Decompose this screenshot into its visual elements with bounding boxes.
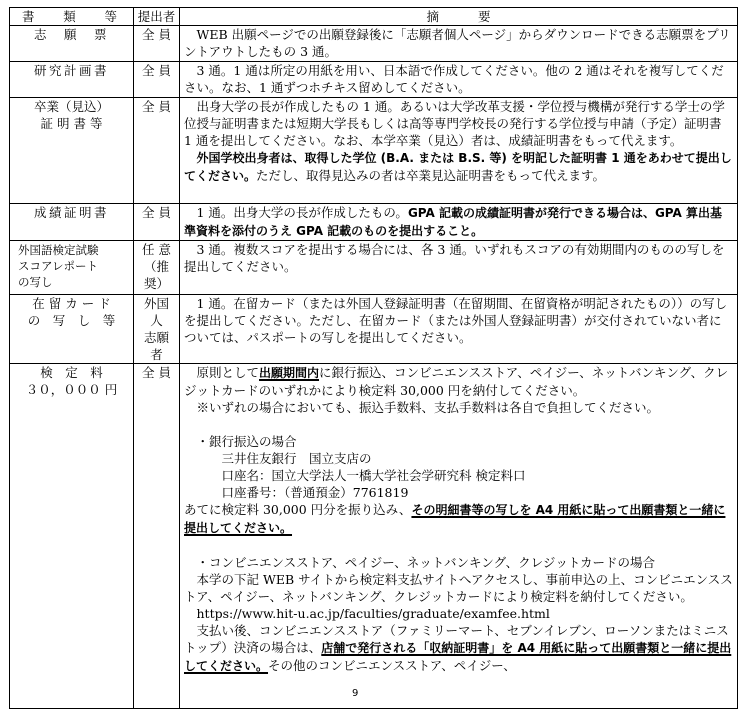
submitter: 全 員 [134,62,180,98]
doc-name: 研究計画書 [10,62,134,98]
submitter: 任 意 （推 奨） [134,241,180,295]
doc-name: 外国語検定試験 スコアレポート の写し [10,241,134,295]
submitter: 全 員 [134,204,180,241]
doc-summary: 出身大学の長が作成したもの 1 通。あるいは大学改革支援・学位授与機構が発行する学士の学位授与証明書または短期大学長もしくは高等専門学校長の発行する学位授与申請（予定）証明書 1 通を提出してください。なお、本学卒業（見込）者は、成績証明書をもって代えます。 外国学校出身者は、取得した学位 (B.A. または B.S. 等) を明記した証明書 1 通をあわせて提出してください。ただし、取得見込みの者は卒業見込証明書をもって代えます。 [180,98,738,204]
doc-name: 成績証明書 [10,204,134,241]
doc-name: 在 留 カ ー ド の 写 し 等 [10,295,134,364]
doc-summary: 原則として出願期間内に銀行振込、コンビニエンスストア、ペイジー、ネットバンキング、クレジットカードのいずれかにより検定料 30,000 円を納付してください。 ※いずれの場合においても、振込手数料、支払手数料は各自で負担してください。 ・銀行振込の場合 三井住友銀行 国立支店の 口座名：国立大学法人一橋大学社会学研究科 検定料口 口座番号：（普通預金）7761819 あてに検定料 30,000 円分を振り込み、その明細書等の写しを A4 用紙に貼って出願書類と一緒に提出してください。 ・コンビニエンスストア、ペイジー、ネットバンキング、クレジットカードの場合 本学の下記 WEB サイトから検定料支払サイトへアクセスし、事前申込の上、コンビニエンスストア、ペイジー、ネットバンキング、クレジットカードにより検定料を納付してください。 https://www.hit-u.ac.jp/faculties/graduate/examfee.html 支払い後、コンビニエンスストア（ファミリーマート、セブンイレブン、ローソンまたはミニストップ）決済の場合は、店舗で発行される「収納証明書」を A4 用紙に貼って出願書類と一緒に提出してください。その他のコンビニエンスストア、ペイジー、 [180,364,738,709]
doc-name: 志 願 票 [10,26,134,62]
doc-summary: 3 通。1 通は所定の用紙を用い、日本語で作成してください。他の 2 通はそれを複写してください。なお、1 通ずつホチキス留めしてください。 [180,62,738,98]
doc-summary: 3 通。複数スコアを提出する場合には、各 3 通。いずれもスコアの有効期間内のものの写しを提出してください。 [180,241,738,295]
table-row [10,98,738,204]
submitter: 全 員 [134,98,180,204]
page-number: 9 [352,688,359,699]
requirements-table [9,7,738,709]
table-row [10,295,738,364]
header-documents: 書 類 等 [10,8,134,26]
doc-name: 卒業（見込） 証 明 書 等 [10,98,134,204]
exam-fee-url[interactable]: https://www.hit-u.ac.jp/faculties/graduate/examfee.html [196,606,550,621]
header-submitter: 提出者 [134,8,180,26]
doc-summary: 1 通。在留カード（または外国人登録証明書（在留期間、在留資格が明記されたもの））の写しを提出してください。ただし、在留カード（または外国人登録証明書）が交付されていない者については、パスポートの写しを提出してください。 [180,295,738,364]
table-row [10,26,738,62]
submitter: 全 員 [134,364,180,709]
submitter: 全 員 [134,26,180,62]
table-row [10,364,738,709]
table-row [10,204,738,241]
doc-summary: 1 通。出身大学の長が作成したもの。GPA 記載の成績証明書が発行できる場合は、GPA 算出基準資料を添付のうえ GPA 記載のものを提出すること。 [180,204,738,241]
doc-name: 検 定 料 ３０，０００ 円 [10,364,134,709]
table-header-row [10,8,738,26]
table-row [10,62,738,98]
submitter: 外国人 志願者 [134,295,180,364]
doc-summary: WEB 出願ページでの出願登録後に「志願者個人ページ」からダウンロードできる志願票をプリントアウトしたもの 3 通。 [180,26,738,62]
table-row [10,241,738,295]
header-summary: 摘 要 [180,8,738,26]
